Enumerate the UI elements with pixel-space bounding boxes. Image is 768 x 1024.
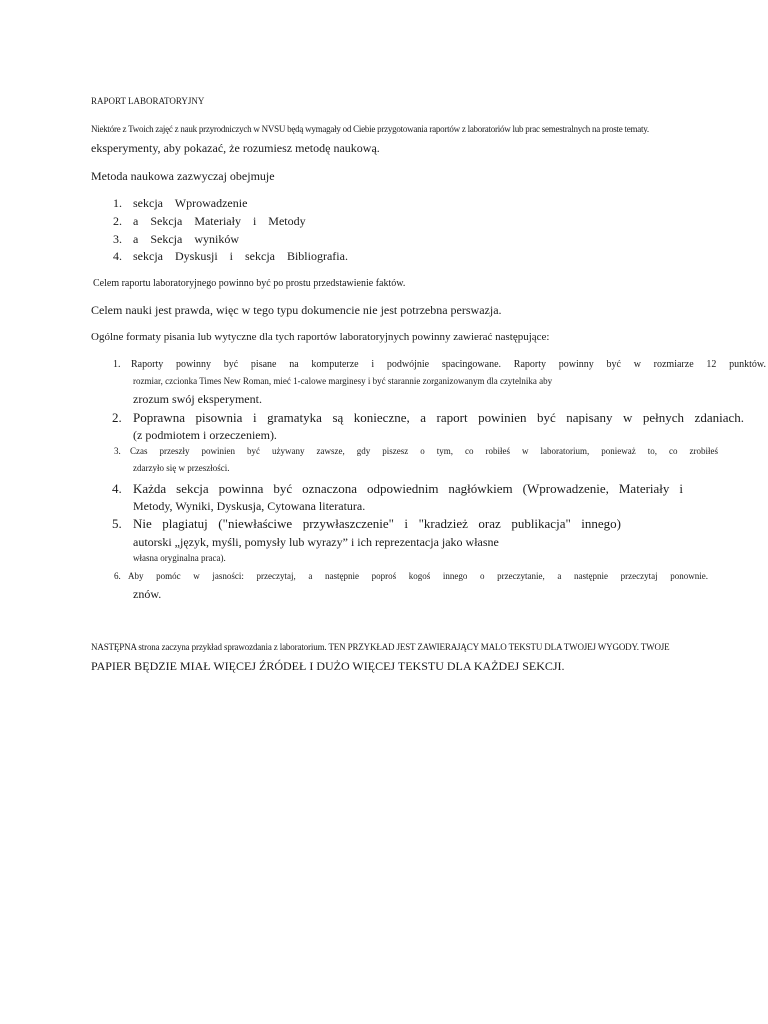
formats-heading: Ogólne formaty pisania lub wytyczne dla tych raportów laboratoryjnych powinny zawierać następujące:	[91, 331, 550, 343]
guideline-6-line-1: Aby pomóc w jasności: przeczytaj, a następnie poproś kogoś innego o przeczytanie, a następnie przeczytaj ponownie.	[128, 571, 708, 581]
method-item: sekcja Dyskusji i sekcja Bibliografia.	[133, 249, 348, 263]
intro-line-1: Niektóre z Twoich zajęć z nauk przyrodniczych w NVSU będą wymagały od Ciebie przygotowania raportów z laboratoriów lub prac semestralnych na proste tematy.	[91, 124, 649, 134]
intro-line-2: eksperymenty, aby pokazać, że rozumiesz metodę naukową.	[91, 141, 380, 155]
guideline-4-line-2: Metody, Wyniki, Dyskusja, Cytowana literatura.	[133, 499, 366, 513]
guideline-number: 3.	[114, 446, 121, 456]
guideline-1-line-3: zrozum swój eksperyment.	[133, 392, 262, 406]
guideline-1-line-1: Raporty powinny być pisane na komputerze i podwójnie spacingowane. Raporty powinny być w rozmiarze 12 punktów.	[131, 359, 766, 370]
guideline-2-line-2: (z podmiotem i orzeczeniem).	[133, 428, 277, 442]
method-item: a Sekcja Materiały i Metody	[133, 214, 306, 228]
guideline-5-line-2: autorski „język, myśli, pomysły lub wyrazy” i ich reprezentacja jako własne	[133, 535, 499, 549]
next-page-line-1: NASTĘPNA strona zaczyna przykład sprawozdania z laboratorium. TEN PRZYKŁAD JEST ZAWIERAJĄCY MALO TEKSTU DLA TWOJEJ WYGODY. TWOJE	[91, 642, 670, 652]
guideline-number: 4.	[112, 481, 122, 496]
document-title: RAPORT LABORATORYJNY	[91, 96, 205, 106]
guideline-number: 6.	[114, 571, 121, 581]
method-heading: Metoda naukowa zazwyczaj obejmuje	[91, 169, 275, 183]
method-item-number: 1.	[113, 196, 122, 210]
guideline-5-line-1: Nie plagiatuj ("niewłaściwe przywłaszczenie" i "kradzież oraz publikacja" innego)	[133, 517, 621, 531]
guideline-number: 5.	[112, 516, 122, 531]
guideline-number: 2.	[112, 410, 122, 425]
next-page-line-2: PAPIER BĘDZIE MIAŁ WIĘCEJ ŹRÓDEŁ I DUŻO WIĘCEJ TEKSTU DLA KAŻDEJ SEKCJI.	[91, 659, 565, 673]
guideline-3-line-2: zdarzyło się w przeszłości.	[133, 463, 230, 473]
guideline-4-line-1: Każda sekcja powinna być oznaczona odpowiednim nagłówkiem (Wprowadzenie, Materiały i	[133, 482, 683, 496]
guideline-number: 1.	[113, 359, 121, 370]
guideline-5-line-3: własna oryginalna praca).	[133, 553, 226, 563]
guideline-1-line-2: rozmiar, czcionka Times New Roman, mieć 1-calowe marginesy i być starannie zorganizowanym dla czytelnika aby	[133, 376, 553, 386]
method-item: a Sekcja wyników	[133, 232, 239, 246]
method-item-number: 3.	[113, 232, 122, 246]
guideline-2-line-1: Poprawna pisownia i gramatyka są konieczne, a raport powinien być napisany w pełnych zdaniach.	[133, 411, 744, 425]
science-line: Celem nauki jest prawda, więc w tego typu dokumencie nie jest potrzebna perswazja.	[91, 303, 502, 317]
method-item-number: 4.	[113, 249, 122, 263]
purpose-line: Celem raportu laboratoryjnego powinno być po prostu przedstawienie faktów.	[93, 278, 406, 289]
method-item: sekcja Wprowadzenie	[133, 196, 248, 210]
guideline-6-line-2: znów.	[133, 587, 162, 601]
guideline-3-line-1: Czas przeszły powinien być używany zawsze, gdy piszesz o tym, co robiłeś w laboratorium, ponieważ to, co zrobiłeś	[130, 446, 718, 456]
method-item-number: 2.	[113, 214, 122, 228]
